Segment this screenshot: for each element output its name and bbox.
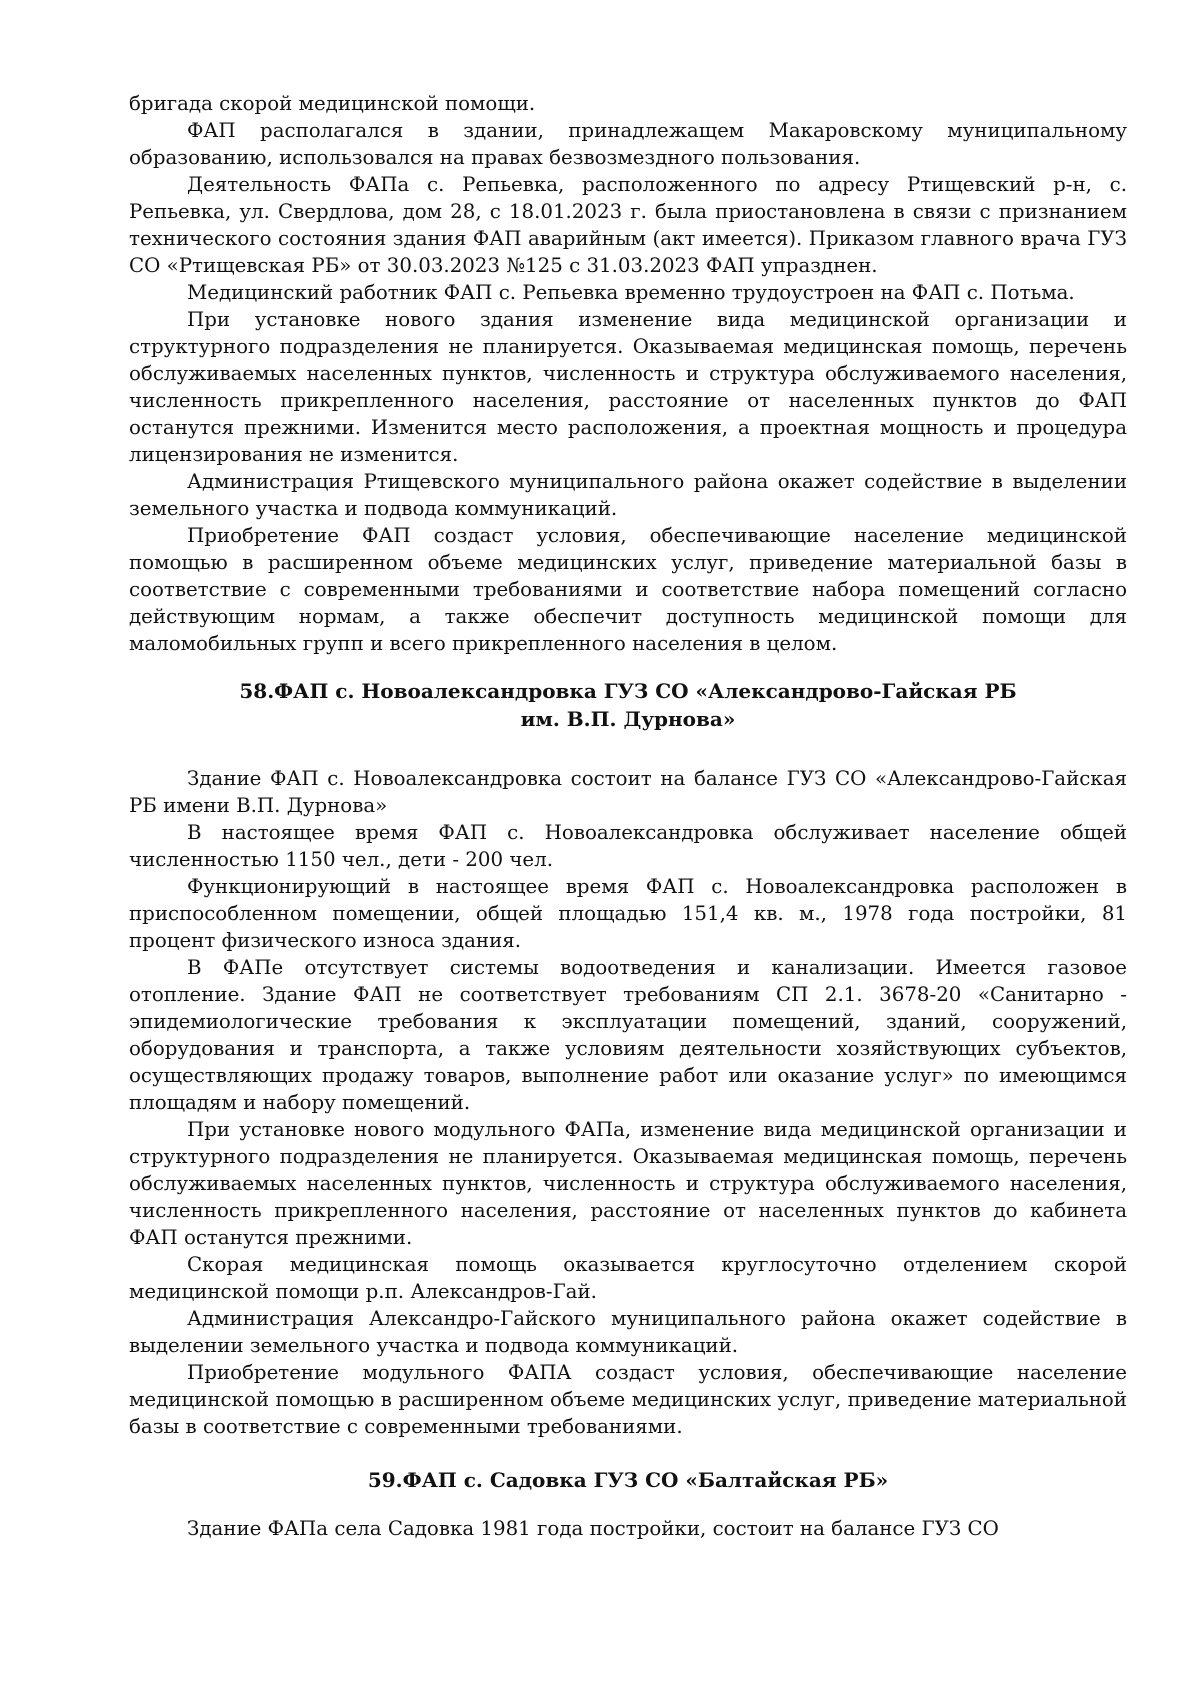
paragraph: Медицинский работник ФАП с. Репьевка временно трудоустроен на ФАП с. Потьма. [187, 281, 1075, 304]
paragraph: Администрация Александро-Гайского муниципального района окажет содействие в выделении земельного участка и подвода коммуникаций. [129, 1307, 1127, 1357]
paragraph: Скорая медицинская помощь оказывается круглосуточно отделением скорой медицинской помощи р.п. Александров-Гай. [129, 1253, 1127, 1303]
section-58-heading-line2: им. В.П. Дурнова» [520, 707, 736, 731]
paragraph: При установке нового модульного ФАПа, изменение вида медицинской организации и структурного подразделения не планируется. Оказываемая медицинская помощь, перечень обслуживаемых населенных пунктов, численность и структура обслуживаемого населения, численность прикрепленного населения, расстояние от населенных пунктов до кабинета ФАП останутся прежними. [129, 1118, 1127, 1249]
section-59-heading: 59.ФАП с. Садовка ГУЗ СО «Балтайская РБ» [367, 1468, 889, 1492]
paragraph: При установке нового здания изменение вида медицинской организации и структурного подразделения не планируется. Оказываемая медицинская помощь, перечень обслуживаемых населенных пунктов, численность и структура обслуживаемого населения, численность прикрепленного населения, расстояние от населенных пунктов до ФАП останутся прежними. Изменится место расположения, а проектная мощность и процедура лицензирования не изменится. [129, 308, 1127, 466]
paragraph: Приобретение ФАП создаст условия, обеспечивающие население медицинской помощью в расширенном объеме медицинских услуг, приведение материальной базы в соответствие с современными требованиями и соответствие набора помещений согласно действующим нормам, а также обеспечит доступность медицинской помощи для маломобильных групп и всего прикрепленного населения в целом. [129, 524, 1127, 655]
paragraph: В ФАПе отсутствует системы водоотведения и канализации. Имеется газовое отопление. Здание ФАП не соответствует требованиям СП 2.1. 3678-20 «Санитарно - эпидемиологические требования к эксплуатации помещений, зданий, сооружений, оборудования и транспорта, а также условиям деятельности хозяйствующих субъектов, осуществляющих продажу товаров, выполнение работ или оказание услуг» по имеющимся площадям и набору помещений. [129, 956, 1127, 1114]
paragraph: ФАП располагался в здании, принадлежащем Макаровскому муниципальному образованию, использовался на правах безвозмездного пользования. [129, 119, 1127, 169]
section-58-heading [129, 677, 1127, 733]
section-58-heading-line1: 58.ФАП с. Новоалександровка ГУЗ СО «Александрово-Гайская РБ [239, 679, 1017, 703]
paragraph: Функционирующий в настоящее время ФАП с. Новоалександровка расположен в приспособленном помещении, общей площадью 151,4 кв. м., 1978 года постройки, 81 процент физического износа здания. [129, 875, 1127, 952]
paragraph: Приобретение модульного ФАПА создаст условия, обеспечивающие население медицинской помощью в расширенном объеме медицинских услуг, приведение материальной базы в соответствие с современными требованиями. [129, 1361, 1127, 1438]
paragraph: В настоящее время ФАП с. Новоалександровка обслуживает население общей численностью 1150 чел., дети - 200 чел. [129, 821, 1127, 871]
paragraph: Здание ФАПа села Садовка 1981 года постройки, состоит на балансе ГУЗ СО [187, 1517, 999, 1540]
paragraph: Администрация Ртищевского муниципального района окажет содействие в выделении земельного участка и подвода коммуникаций. [129, 470, 1127, 520]
document-page [129, 90, 1127, 1542]
paragraph-continued: бригада скорой медицинской помощи. [129, 92, 536, 115]
paragraph: Здание ФАП с. Новоалександровка состоит на балансе ГУЗ СО «Александрово-Гайская РБ имени В.П. Дурнова» [129, 767, 1127, 817]
paragraph: Деятельность ФАПа с. Репьевка, расположенного по адресу Ртищевский р-н, с. Репьевка, ул. Свердлова, дом 28, с 18.01.2023 г. была приостановлена в связи с признанием технического состояния здания ФАП аварийным (акт имеется). Приказом главного врача ГУЗ СО «Ртищевская РБ» от 30.03.2023 №125 с 31.03.2023 ФАП упразднен. [129, 173, 1127, 277]
